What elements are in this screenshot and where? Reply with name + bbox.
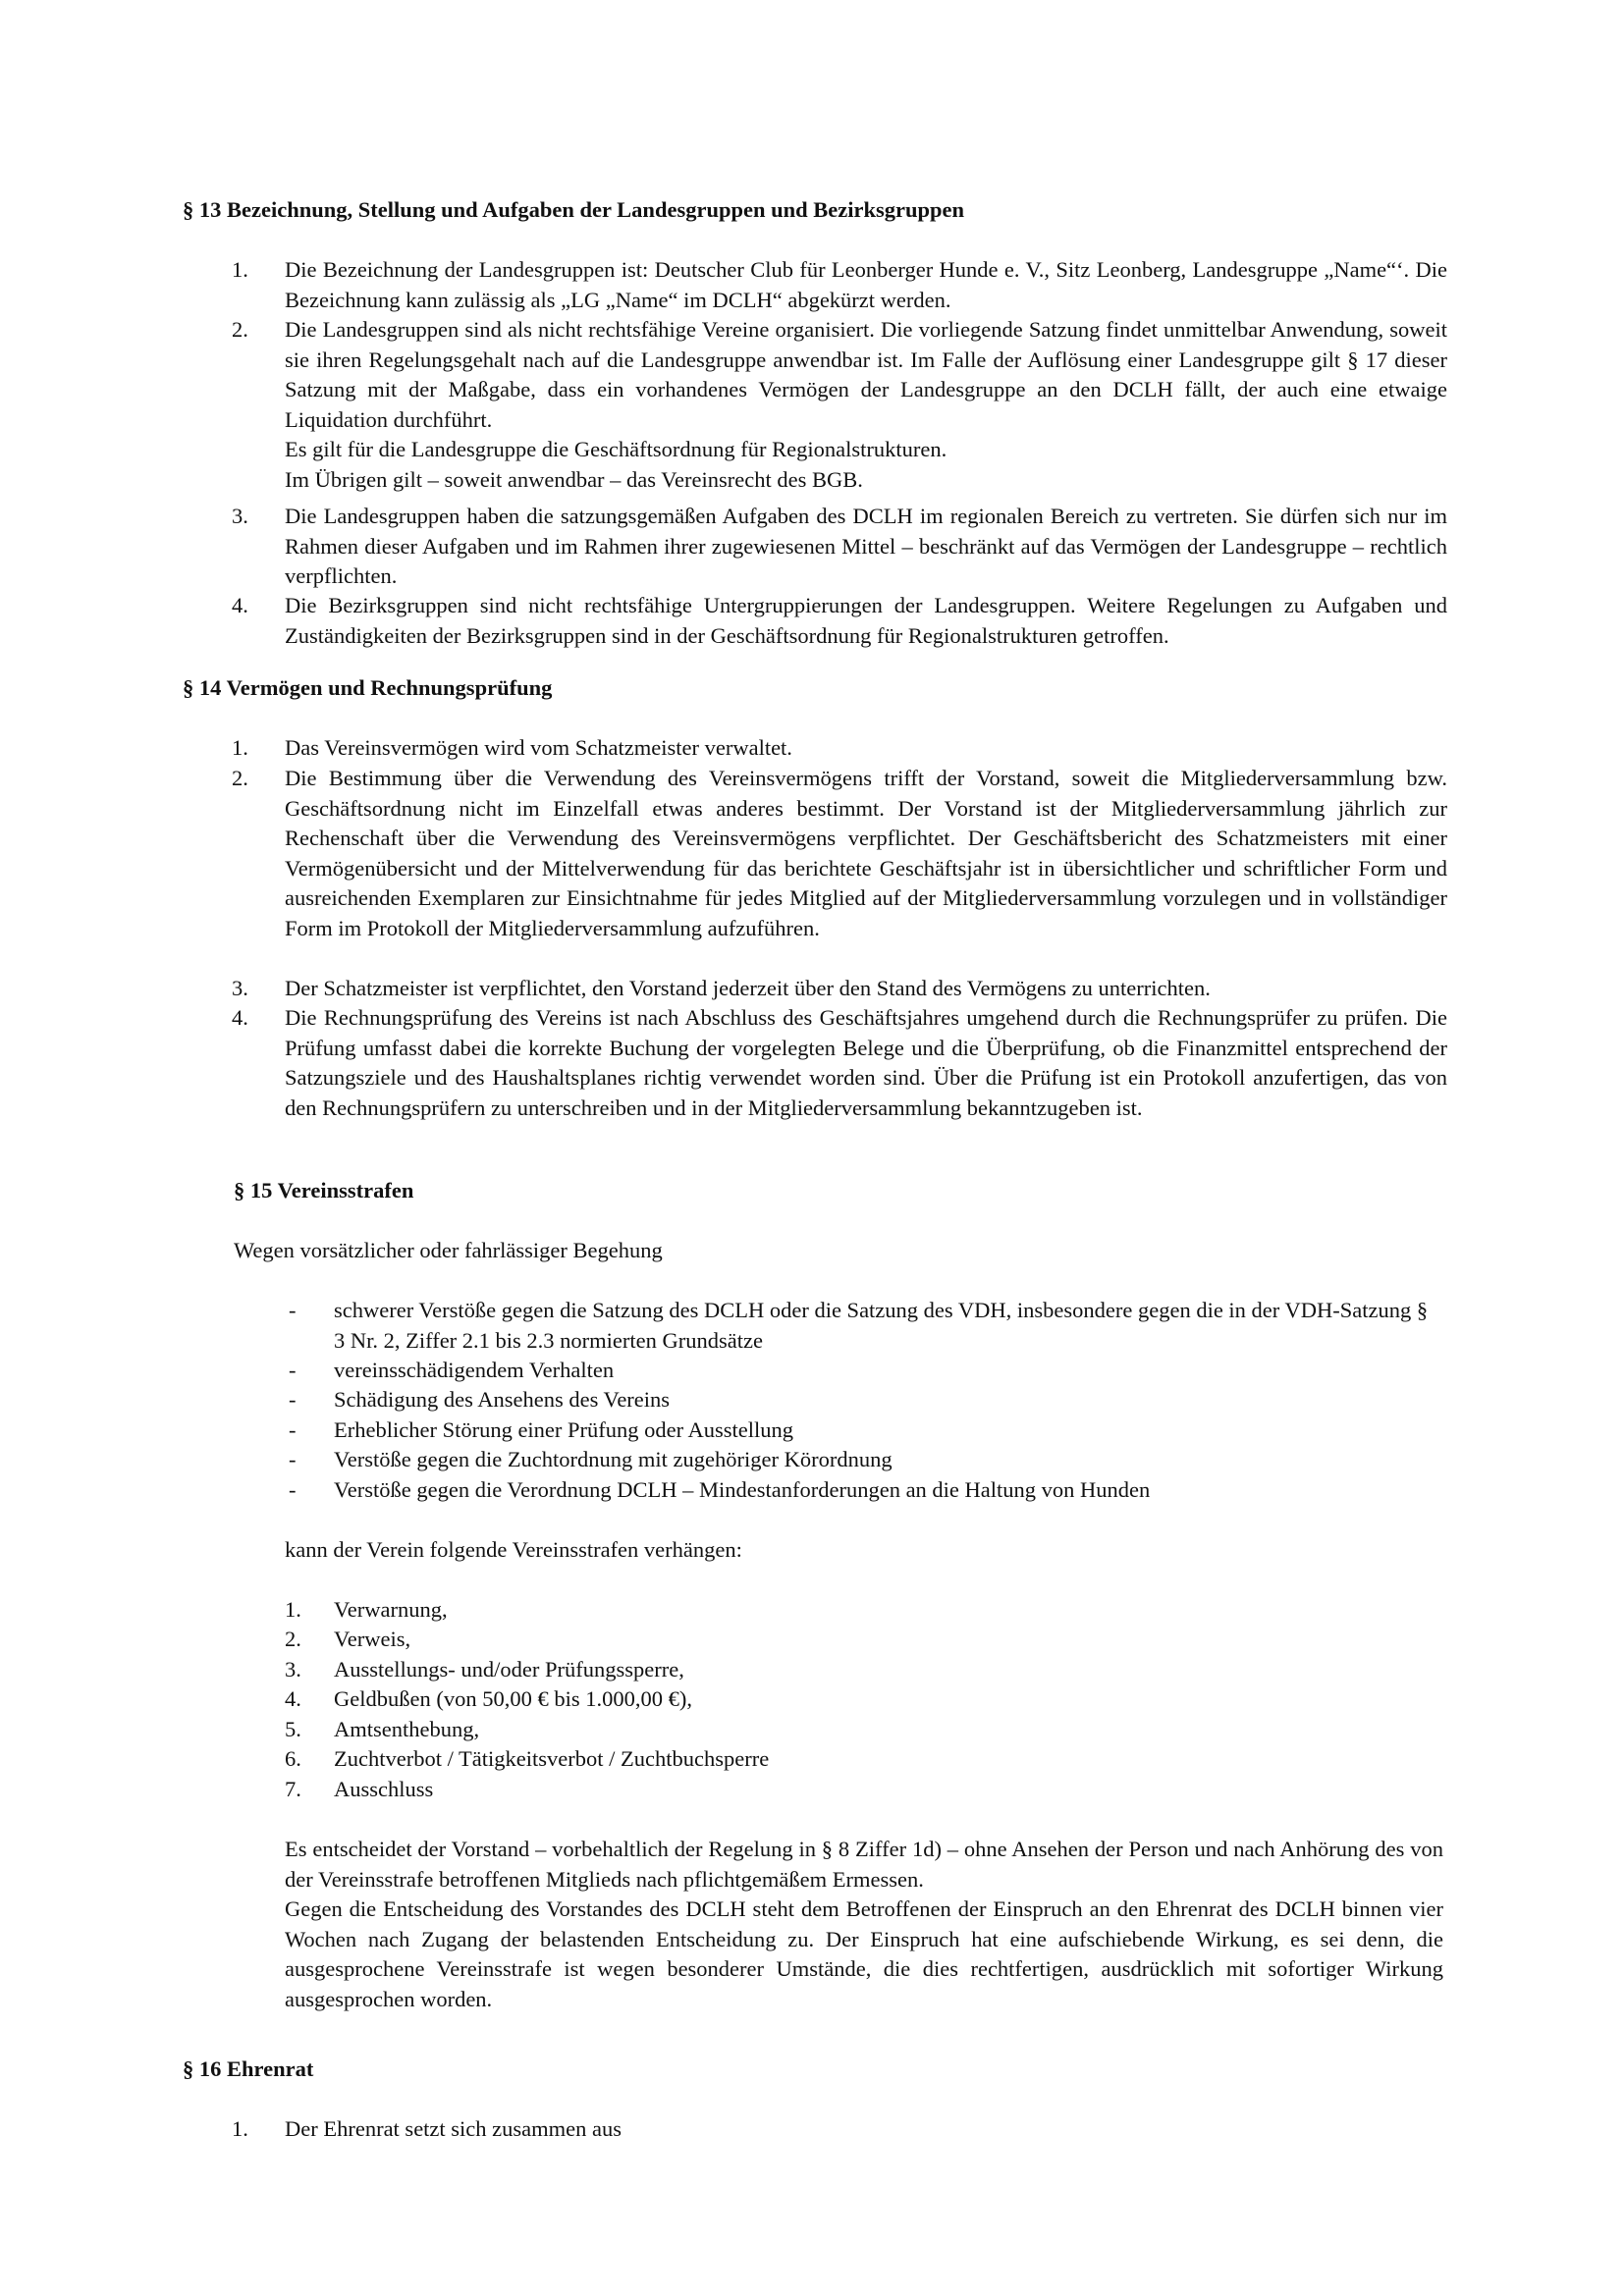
item-text-extra: Im Übrigen gilt – soweit anwendbar – das Vereinsrecht des BGB.: [285, 466, 863, 492]
item-number: 2.: [232, 317, 248, 342]
penalty-number: 5.: [285, 1717, 301, 1741]
dash-bullet: -: [289, 1417, 297, 1442]
dash-bullet: -: [289, 1358, 297, 1382]
penalty-text: Verweis,: [334, 1627, 411, 1651]
offence-text: Verstöße gegen die Verordnung DCLH – Mindestanforderungen an die Haltung von Hunden: [334, 1477, 1151, 1502]
list-item: [234, 502, 1447, 592]
offence-text: Erheblicher Störung einer Prüfung oder Ausstellung: [334, 1417, 794, 1442]
offence-text: Schädigung des Ansehens des Vereins: [334, 1387, 671, 1412]
item-number: 3.: [232, 976, 248, 1000]
item-number: 2.: [232, 766, 248, 790]
item-number: 3.: [232, 504, 248, 528]
penalty-number: 7.: [285, 1777, 301, 1801]
section-16-heading: § 16 Ehrenrat: [183, 2056, 314, 2081]
list-item: [234, 2114, 1447, 2145]
list-item: [234, 733, 1447, 764]
item-text: Die Landesgruppen haben die satzungsgemäßen Aufgaben des DCLH im regionalen Bereich zu vertreten. Sie dürfen sich nur im Rahmen dieser Aufgaben und im Rahmen ihrer zugewiesenen Mittel – beschränkt auf das Vermögen der Landesgruppe – rechtlich verpflichten.: [285, 504, 1447, 588]
section-15-heading: § 15 Vereinsstrafen: [234, 1178, 414, 1202]
item-number: 4.: [232, 593, 248, 617]
dash-bullet: -: [289, 1298, 297, 1322]
penalty-text: Amtsenthebung,: [334, 1717, 480, 1741]
offence-text: schwerer Verstöße gegen die Satzung des DCLH oder die Satzung des VDH, insbesondere gegen die in der VDH-Satzung § 3 Nr. 2, Ziffer 2.1 bis 2.3 normierten Grundsätze: [334, 1298, 1429, 1353]
offence-text: Verstöße gegen die Zuchtordnung mit zugehöriger Körordnung: [334, 1447, 893, 1471]
list-item: [234, 974, 1447, 1004]
item-text: Der Schatzmeister ist verpflichtet, den Vorstand jederzeit über den Stand des Vermögens zu unterrichten.: [285, 976, 1211, 1000]
penalty-intro: kann der Verein folgende Vereinsstrafen verhängen:: [285, 1537, 742, 1562]
dash-bullet: -: [289, 1447, 297, 1471]
item-text: Die Bestimmung über die Verwendung des Vereinsvermögens trifft der Vorstand, soweit die Mitgliederversammlung bzw. Geschäftsordnung nicht im Einzelfall etwas anderes bestimmt. Der Vorstand ist der Mitgliederversammlung jährlich zur Rechenschaft über die Verwendung des Vereinsvermögens verpflichtet. Der Geschäftsbericht des Schatzmeisters mit einer Vermögenübersicht und der Mittelverwendung für das berichtete Geschäftsjahr ist in übersichtlicher und schriftlicher Form und ausreichenden Exemplaren zur Einsichtnahme für jedes Mitglied auf der Mitgliederversammlung vorzulegen und in vollständiger Form im Protokoll der Mitgliederversammlung aufzuführen.: [285, 766, 1447, 940]
item-text: Die Bezirksgruppen sind nicht rechtsfähige Untergruppierungen der Landesgruppen. Weitere Regelungen zu Aufgaben und Zuständigkeiten der Bezirksgruppen sind in der Geschäftsordnung für Regionalstrukturen getroffen.: [285, 593, 1447, 648]
item-text: Die Bezeichnung der Landesgruppen ist: Deutscher Club für Leonberger Hunde e. V., Sitz Leonberg, Landesgruppe „Name“‘. Die Bezeichnung kann zulässig als „LG „Name“ im DCLH“ abgekürzt werden.: [285, 257, 1447, 312]
list-item: [234, 764, 1447, 975]
item-text: Der Ehrenrat setzt sich zusammen aus: [285, 2116, 622, 2141]
item-number: 1.: [232, 257, 248, 282]
dash-bullet: -: [289, 1387, 297, 1412]
section-13-heading: § 13 Bezeichnung, Stellung und Aufgaben der Landesgruppen und Bezirksgruppen: [183, 197, 965, 222]
list-item: [234, 591, 1447, 652]
penalty-text: Zuchtverbot / Tätigkeitsverbot / Zuchtbuchsperre: [334, 1746, 770, 1771]
penalty-text: Geldbußen (von 50,00 € bis 1.000,00 €),: [334, 1686, 692, 1711]
list-item: [234, 255, 1447, 316]
dash-bullet: -: [289, 1477, 297, 1502]
penalty-text: Verwarnung,: [334, 1597, 448, 1622]
penalty-number: 2.: [285, 1627, 301, 1651]
list-item: [234, 315, 1447, 496]
item-text: Die Landesgruppen sind als nicht rechtsfähige Vereine organisiert. Die vorliegende Satzung findet unmittelbar Anwendung, soweit sie ihren Regelungsgehalt nach auf die Landesgruppe anwendbar ist. Im Falle der Auflösung einer Landesgruppe gilt § 17 dieser Satzung mit der Maßgabe, dass ein vorhandenes Vermögen der Landesgruppe an den DCLH fällt, der auch eine etwaige Liquidation durchführt.: [285, 317, 1447, 432]
penalty-text: Ausstellungs- und/oder Prüfungssperre,: [334, 1657, 684, 1682]
list-item: [234, 1003, 1447, 1154]
penalty-number: 6.: [285, 1746, 301, 1771]
decision-paragraph: Es entscheidet der Vorstand – vorbehaltlich der Regelung in § 8 Ziffer 1d) – ohne Ansehen der Person und nach Anhörung des von der Vereinsstrafe betroffenen Mitglieds nach pflichtgemäßem Ermessen.: [285, 1837, 1443, 1892]
penalty-text: Ausschluss: [334, 1777, 434, 1801]
penalty-number: 3.: [285, 1657, 301, 1682]
section-14-heading: § 14 Vermögen und Rechnungsprüfung: [183, 675, 553, 700]
penalty-number: 4.: [285, 1686, 301, 1711]
item-number: 1.: [232, 735, 248, 760]
item-number: 4.: [232, 1005, 248, 1030]
item-text-block: [285, 315, 1447, 495]
penalty-number: 1.: [285, 1597, 301, 1622]
offence-intro: Wegen vorsätzlicher oder fahrlässiger Begehung: [234, 1238, 663, 1262]
item-text: Die Rechnungsprüfung des Vereins ist nach Abschluss des Geschäftsjahres umgehend durch die Rechnungsprüfer zu prüfen. Die Prüfung umfasst dabei die korrekte Buchung der vorgelegten Belege und die Überprüfung, ob die Finanzmittel entsprechend der Satzungsziele und des Haushaltsplanes richtig verwendet worden sind. Über die Prüfung ist ein Protokoll anzufertigen, das von den Rechnungsprüfern zu unterschreiben und in der Mitgliederversammlung bekanntzugeben ist.: [285, 1005, 1447, 1120]
appeal-paragraph: Gegen die Entscheidung des Vorstandes des DCLH steht dem Betroffenen der Einspruch an den Ehrenrat des DCLH binnen vier Wochen nach Zugang der belastenden Entscheidung zu. Der Einspruch hat eine aufschiebende Wirkung, es sei denn, die ausgesprochene Vereinsstrafe ist wegen besonderer Umstände, die dies rechtfertigen, ausdrücklich mit sofortiger Wirkung ausgesprochen worden.: [285, 1896, 1443, 2011]
item-text: Das Vereinsvermögen wird vom Schatzmeister verwaltet.: [285, 735, 792, 760]
item-text-extra: Es gilt für die Landesgruppe die Geschäftsordnung für Regionalstrukturen.: [285, 437, 947, 461]
item-number: 1.: [232, 2116, 248, 2141]
offence-text: vereinsschädigendem Verhalten: [334, 1358, 615, 1382]
